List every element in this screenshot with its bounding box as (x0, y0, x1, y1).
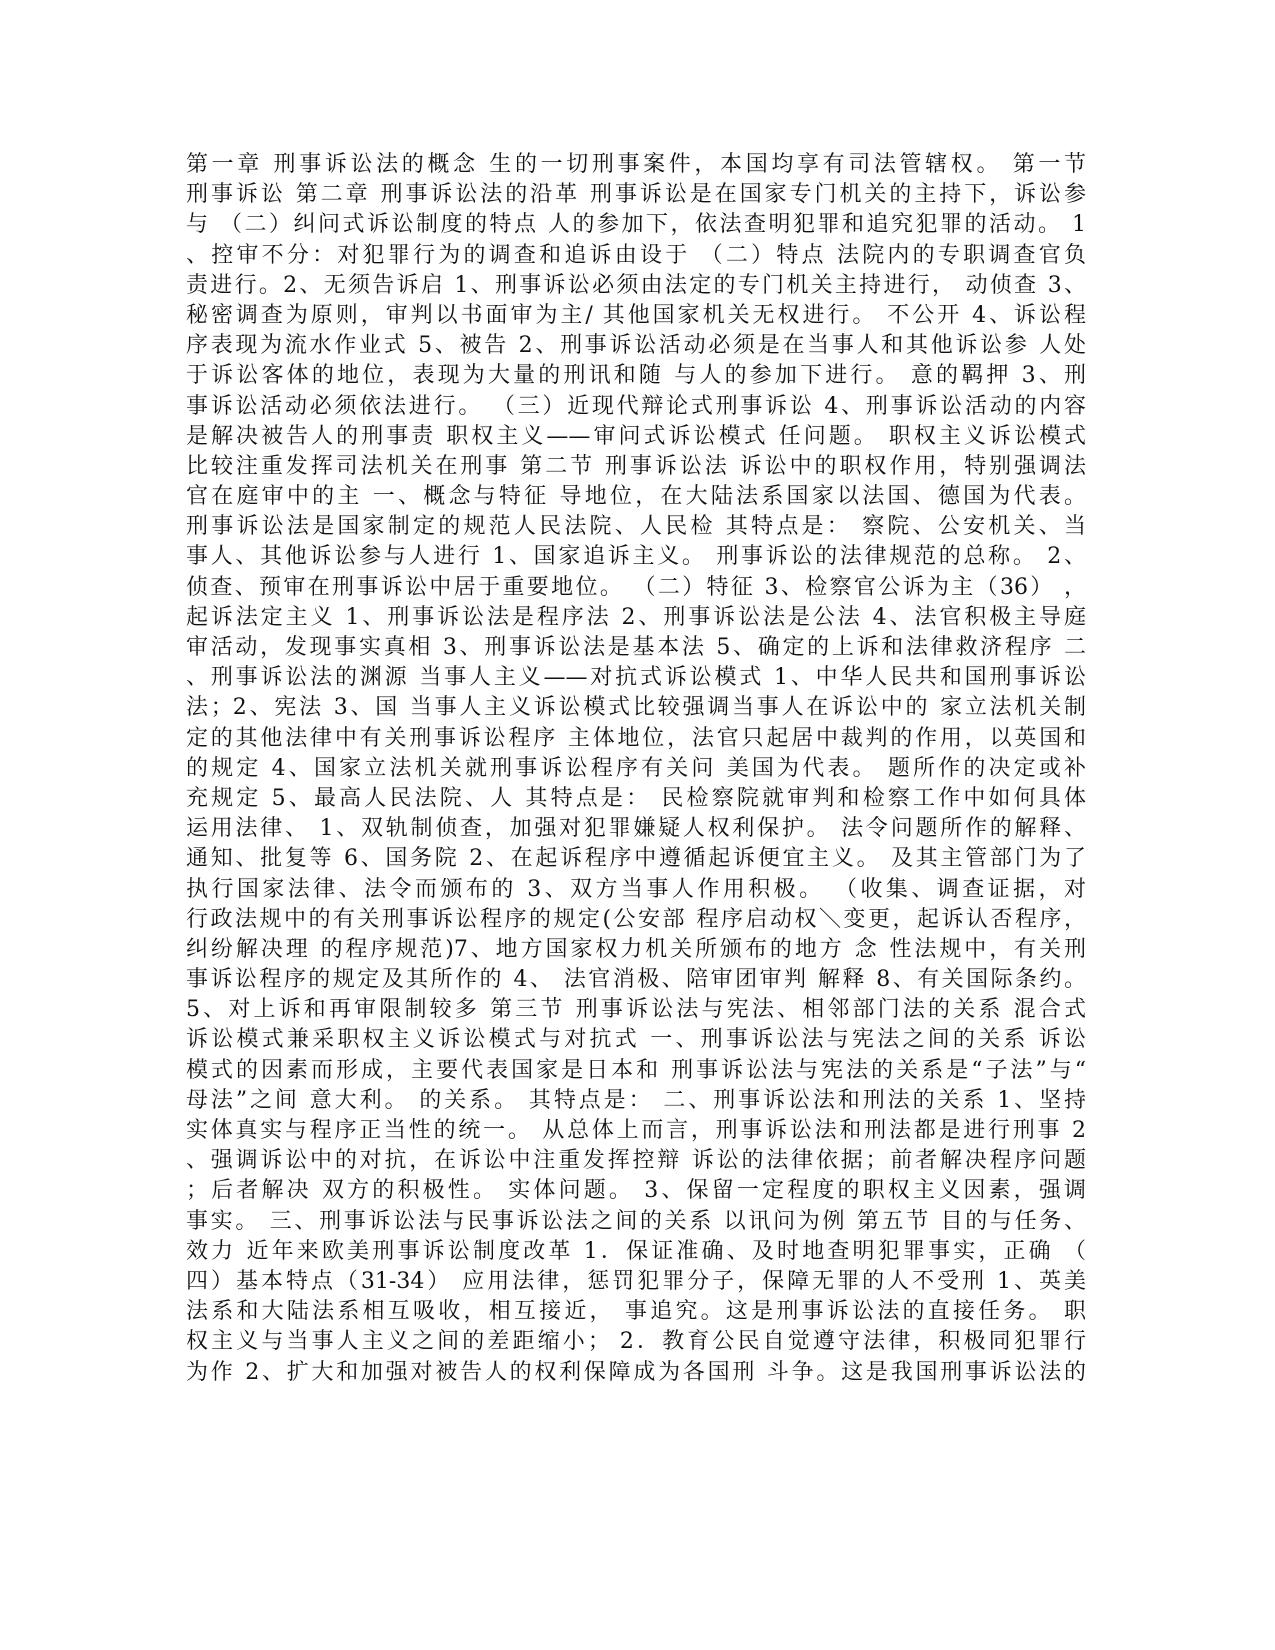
text-line: 权主义与当事人主义之间的差距缩小； 2．教育公民自觉遵守法律，积极同犯罪行 (186, 1329, 1086, 1355)
text-line: 刑事诉讼 第二章 刑事诉讼法的沿革 刑事诉讼是在国家专门机关的主持下，诉讼参 (186, 182, 1086, 208)
text-line: 、强调诉讼中的对抗，在诉讼中注重发挥控辩 诉讼的法律依据；前者解决程序问题 (186, 1148, 1086, 1174)
text-line: 纠纷解决理 的程序规范)7、地方国家权力机关所颁布的地方 念 性法规中，有关刑 (186, 936, 1086, 962)
text-line: 母法”之间 意大利。 的关系。 其特点是： 二、刑事诉讼法和刑法的关系 1、坚持 (186, 1087, 1086, 1113)
text-line: 、控审不分：对犯罪行为的调查和追诉由设于 （二）特点 法院内的专职调查官负 (186, 242, 1086, 268)
text-line: 事诉讼活动必须依法进行。 （三）近现代辩论式刑事诉讼 4、刑事诉讼活动的内容 (186, 393, 1086, 419)
text-line: 的规定 4、国家立法机关就刑事诉讼程序有关问 美国为代表。 题所作的决定或补 (186, 755, 1086, 781)
text-line: 秘密调查为原则，审判以书面审为主/ 其他国家机关无权进行。 不公开 4、诉讼程 (186, 302, 1086, 328)
text-line: 于诉讼客体的地位，表现为大量的刑讯和随 与人的参加下进行。 意的羁押 3、刑 (186, 363, 1086, 389)
text-line: 审活动，发现事实真相 3、刑事诉讼法是基本法 5、确定的上诉和法律救济程序 二 (186, 635, 1086, 660)
text-line: 比较注重发挥司法机关在刑事 第二节 刑事诉讼法 诉讼中的职权作用，特别强调法 (186, 453, 1086, 479)
text-line: 是解决被告人的刑事责 职权主义——审问式诉讼模式 任问题。 职权主义诉讼模式 (186, 423, 1086, 449)
text-line: 刑事诉讼法是国家制定的规范人民法院、人民检 其特点是： 察院、公安机关、当 (186, 514, 1086, 540)
text-line: 事人、其他诉讼参与人进行 1、国家追诉主义。 刑事诉讼的法律规范的总称。 2、 (186, 544, 1086, 570)
text-line: 执行国家法律、法令而颁布的 3、双方当事人作用积极。 （收集、调查证据，对 (186, 876, 1086, 902)
text-line: 第一章 刑事诉讼法的概念 生的一切刑事案件，本国均享有司法管辖权。 第一节 (186, 152, 1086, 177)
text-line: 四）基本特点（31-34） 应用法律，惩罚犯罪分子，保障无罪的人不受刑 1、英美 (186, 1268, 1086, 1294)
text-line: 诉讼模式兼采职权主义诉讼模式与对抗式 一、刑事诉讼法与宪法之间的关系 诉讼 (186, 1027, 1086, 1053)
text-line: 行政法规中的有关刑事诉讼程序的规定(公安部 程序启动权＼变更，起诉认否程序， (186, 906, 1086, 932)
text-line: 起诉法定主义 1、刑事诉讼法是程序法 2、刑事诉讼法是公法 4、法官积极主导庭 (186, 604, 1086, 630)
text-line: 定的其他法律中有关刑事诉讼程序 主体地位，法官只起居中裁判的作用，以英国和 (186, 725, 1086, 751)
text-line: 效力 近年来欧美刑事诉讼制度改革 1．保证准确、及时地查明犯罪事实，正确 （ (186, 1238, 1086, 1264)
text-line: 、刑事诉讼法的渊源 当事人主义——对抗式诉讼模式 1、中华人民共和国刑事诉讼 (186, 665, 1086, 691)
text-line: 责进行。2、无须告诉启 1、刑事诉讼必须由法定的专门机关主持进行， 动侦查 3、 (186, 272, 1086, 298)
text-line: 通知、批复等 6、国务院 2、在起诉程序中遵循起诉便宜主义。 及其主管部门为了 (186, 846, 1086, 872)
text-line: 运用法律、 1、双轨制侦查，加强对犯罪嫌疑人权利保护。 法令问题所作的解释、 (186, 816, 1086, 842)
text-line: 与 （二）纠问式诉讼制度的特点 人的参加下，依法查明犯罪和追究犯罪的活动。 1 (186, 212, 1086, 238)
text-line: 侦查、预审在刑事诉讼中居于重要地位。 （二）特征 3、检察官公诉为主（36） ， (186, 574, 1086, 600)
text-line: 法；2、宪法 3、国 当事人主义诉讼模式比较强调当事人在诉讼中的 家立法机关制 (186, 695, 1086, 721)
text-line: 事诉讼程序的规定及其所作的 4、 法官消极、陪审团审判 解释 8、有关国际条约。 (186, 967, 1086, 993)
text-line: 为作 2、扩大和加强对被告人的权利保障成为各国刑 斗争。这是我国刑事诉讼法的 (186, 1359, 1086, 1385)
text-line: 实体真实与程序正当性的统一。 从总体上而言，刑事诉讼法和刑法都是进行刑事 2 (186, 1118, 1086, 1143)
document-page (186, 150, 1086, 1388)
text-line: 法系和大陆法系相互吸收，相互接近， 事追究。这是刑事诉讼法的直接任务。 职 (186, 1299, 1086, 1325)
text-line: ；后者解决 双方的积极性。 实体问题。 3、保留一定程度的职权主义因素，强调 (186, 1178, 1086, 1204)
text-line: 模式的因素而形成，主要代表国家是日本和 刑事诉讼法与宪法的关系是“子法”与“ (186, 1057, 1086, 1083)
text-line: 事实。 三、刑事诉讼法与民事诉讼法之间的关系 以讯问为例 第五节 目的与任务、 (186, 1208, 1086, 1234)
text-line: 序表现为流水作业式 5、被告 2、刑事诉讼活动必须是在当事人和其他诉讼参 人处 (186, 333, 1086, 359)
text-line: 充规定 5、最高人民法院、人 其特点是： 民检察院就审判和检察工作中如何具体 (186, 785, 1086, 811)
text-line: 官在庭审中的主 一、概念与特征 导地位，在大陆法系国家以法国、德国为代表。 (186, 484, 1086, 510)
text-line: 5、对上诉和再审限制较多 第三节 刑事诉讼法与宪法、相邻部门法的关系 混合式 (186, 997, 1086, 1023)
